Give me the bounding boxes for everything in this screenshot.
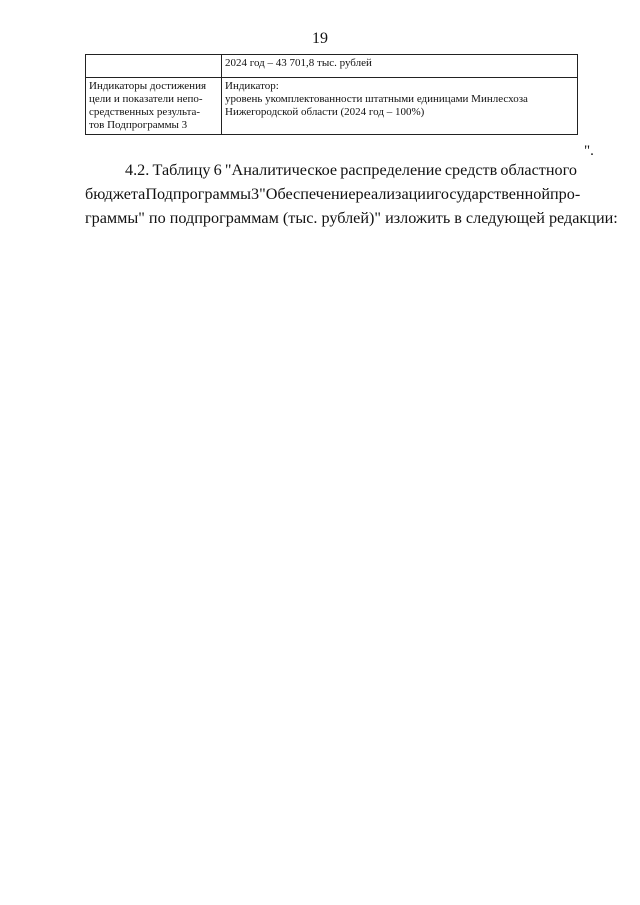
word: государственной bbox=[434, 185, 551, 203]
subprogram-passport-table bbox=[85, 54, 578, 135]
paragraph-line bbox=[85, 182, 581, 206]
cell-text-line: Индикаторы достижения bbox=[89, 80, 207, 92]
cell-text-line: средственных результа- bbox=[89, 106, 201, 118]
word: 3 bbox=[251, 185, 260, 203]
cell-text-line: уровень укомплектованности штатными единицами Минлесхоза bbox=[225, 93, 528, 105]
page-number: 19 bbox=[312, 30, 328, 47]
cell-text-line: цели и показатели непо- bbox=[89, 93, 203, 105]
word: Подпрограммы bbox=[145, 185, 252, 203]
word: средств bbox=[444, 161, 498, 179]
word: 4.2. bbox=[125, 161, 150, 179]
cell-text-line: Нижегородской области (2024 год – 100%) bbox=[225, 106, 425, 118]
word: "Аналитическое bbox=[224, 161, 338, 179]
word: "Обеспечение bbox=[259, 185, 356, 203]
amendment-paragraph bbox=[85, 158, 618, 230]
word: областного bbox=[500, 161, 577, 179]
table-row bbox=[86, 78, 578, 135]
word: 6 bbox=[213, 161, 222, 179]
word: реализации bbox=[355, 185, 435, 203]
paragraph-line: граммы" по подпрограммам (тыс. рублей)" изложить в следующей редакции: bbox=[85, 209, 618, 227]
word: про- bbox=[550, 185, 581, 203]
table-cell-value: 2024 год – 43 701,8 тыс. рублей bbox=[222, 55, 578, 78]
cell-text-line: Индикатор: bbox=[225, 80, 279, 92]
paragraph-line bbox=[85, 158, 577, 182]
word: Таблицу bbox=[152, 161, 211, 179]
table-row bbox=[86, 55, 578, 78]
table-cell-label bbox=[86, 55, 222, 78]
word: бюджета bbox=[85, 185, 146, 203]
word: распределение bbox=[340, 161, 442, 179]
cell-text-line: тов Подпрограммы 3 bbox=[89, 119, 188, 131]
closing-quote-mark: ". bbox=[584, 143, 594, 159]
table-cell-label bbox=[86, 78, 222, 135]
table-cell-value bbox=[222, 78, 578, 135]
